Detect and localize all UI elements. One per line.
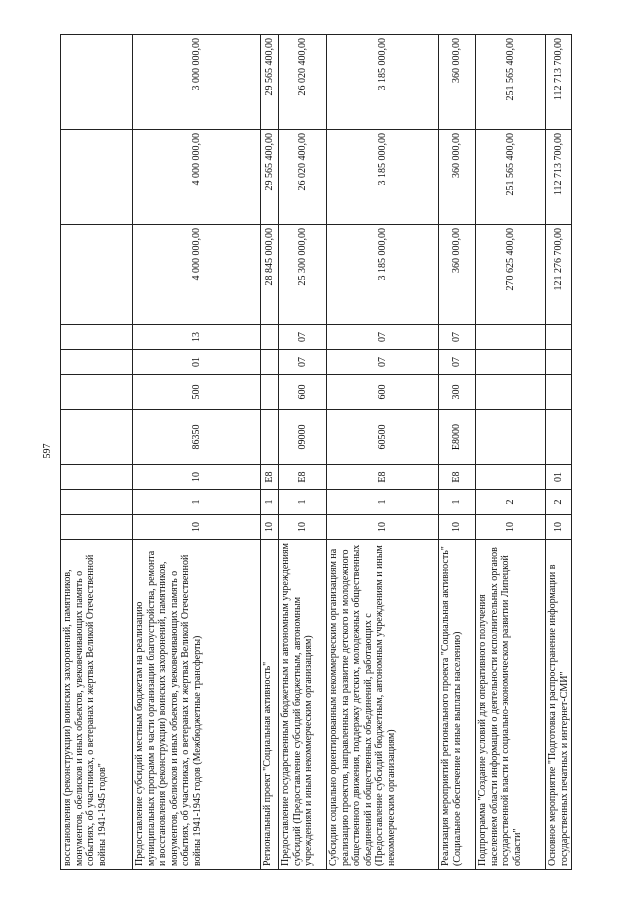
row-name: Реализация мероприятий регионального проекта "Социальная активность" (Социальное обеспечение и иные выплаты населению) <box>439 540 476 870</box>
cell-amount: 25 300 000,00 <box>279 225 327 325</box>
cell-code <box>261 325 279 350</box>
cell-code: 10 <box>476 515 546 540</box>
budget-table-rotated <box>60 35 570 870</box>
table-row <box>261 35 279 870</box>
cell-code: E8 <box>279 465 327 490</box>
cell-code: 07 <box>327 350 439 375</box>
cell-code: 2 <box>546 490 572 515</box>
cell-amount <box>61 35 133 130</box>
cell-code <box>476 325 546 350</box>
cell-code: 600 <box>279 375 327 410</box>
cell-amount: 4 000 000,00 <box>133 225 261 325</box>
row-name: Субсидии социально ориентированным некоммерческим организациям на реализацию проектов, направленных на развитие детского и молодежного общественного движения, поддержку детских, молодежных общественных объединений и общественных объединений, работающих с (Предоставление субсидий бюджетным, автономным учреждениям и иным некоммерческим организациям) <box>327 540 439 870</box>
cell-code: E8 <box>327 465 439 490</box>
cell-code: 07 <box>439 325 476 350</box>
cell-code <box>546 350 572 375</box>
cell-amount: 3 185 000,00 <box>327 35 439 130</box>
table-row <box>476 35 546 870</box>
cell-code: 10 <box>546 515 572 540</box>
table-row <box>279 35 327 870</box>
cell-code <box>261 350 279 375</box>
row-name: Подпрограмма "Создание условий для оперативного получения населением области информации о деятельности исполнительных органов государственной власти и социально-экономическом развитии Липецкой области" <box>476 540 546 870</box>
row-name: Предоставление государственным бюджетным и автономным учреждениям субсидий (Предоставление субсидий бюджетным, автономным учреждениям и иным некоммерческим организациям) <box>279 540 327 870</box>
cell-code: 1 <box>327 490 439 515</box>
cell-amount: 360 000,00 <box>439 130 476 225</box>
cell-amount: 360 000,00 <box>439 35 476 130</box>
cell-code: 600 <box>327 375 439 410</box>
cell-code <box>61 325 133 350</box>
cell-code: 1 <box>279 490 327 515</box>
table-row <box>439 35 476 870</box>
cell-code: 07 <box>279 325 327 350</box>
cell-code: 09000 <box>279 410 327 465</box>
cell-code: 10 <box>133 515 261 540</box>
cell-code: 1 <box>439 490 476 515</box>
cell-code: 1 <box>133 490 261 515</box>
cell-code <box>546 375 572 410</box>
cell-amount <box>61 130 133 225</box>
cell-code: 2 <box>476 490 546 515</box>
cell-amount: 251 565 400,00 <box>476 130 546 225</box>
cell-code: 13 <box>133 325 261 350</box>
cell-code: 10 <box>279 515 327 540</box>
cell-code: 01 <box>133 350 261 375</box>
page-number: 597 <box>42 443 53 459</box>
cell-code <box>61 465 133 490</box>
row-name: Основное мероприятие "Подготовка и распространение информации в государственных печатных и интернет-СМИ" <box>546 540 572 870</box>
cell-code: 07 <box>279 350 327 375</box>
cell-code <box>546 325 572 350</box>
cell-code: 10 <box>133 465 261 490</box>
cell-code <box>476 410 546 465</box>
cell-amount: 28 845 000,00 <box>261 225 279 325</box>
row-name: восстановления (реконструкции) воинских захоронений, памятников, монументов, обелисков и иных объектов, увековечивающих память о событиях, об участниках, о ветеранах и жертвах Великой Отечественной войны 1941-1945 годов" <box>61 540 133 870</box>
cell-code <box>61 350 133 375</box>
cell-amount: 112 713 700,00 <box>546 35 572 130</box>
cell-amount: 251 565 400,00 <box>476 35 546 130</box>
cell-amount: 3 185 000,00 <box>327 130 439 225</box>
cell-amount: 4 000 000,00 <box>133 130 261 225</box>
cell-code <box>261 375 279 410</box>
cell-amount: 3 000 000,00 <box>133 35 261 130</box>
cell-code <box>61 410 133 465</box>
row-name: Региональный проект "Социальная активность" <box>261 540 279 870</box>
cell-code: E8 <box>439 465 476 490</box>
table-row <box>327 35 439 870</box>
table-row <box>546 35 572 870</box>
table-row <box>61 35 133 870</box>
cell-amount: 360 000,00 <box>439 225 476 325</box>
cell-code <box>61 375 133 410</box>
cell-code <box>261 410 279 465</box>
cell-amount: 3 185 000,00 <box>327 225 439 325</box>
budget-table <box>60 34 572 870</box>
cell-amount: 26 020 400,00 <box>279 130 327 225</box>
cell-code: 07 <box>327 325 439 350</box>
cell-amount: 29 565 400,00 <box>261 35 279 130</box>
cell-code <box>61 490 133 515</box>
cell-code: E8 <box>261 465 279 490</box>
cell-code <box>476 350 546 375</box>
cell-code <box>476 465 546 490</box>
cell-code: 10 <box>261 515 279 540</box>
cell-code: 1 <box>261 490 279 515</box>
cell-code: E8000 <box>439 410 476 465</box>
cell-amount: 29 565 400,00 <box>261 130 279 225</box>
cell-code: 60500 <box>327 410 439 465</box>
cell-code <box>476 375 546 410</box>
cell-code: 500 <box>133 375 261 410</box>
cell-code <box>61 515 133 540</box>
cell-amount: 112 713 700,00 <box>546 130 572 225</box>
cell-amount: 270 625 400,00 <box>476 225 546 325</box>
cell-code: 01 <box>546 465 572 490</box>
row-name: Предоставление субсидий местным бюджетам на реализацию муниципальных программ в части организации благоустройства, ремонта и восстановления (реконструкции) воинских захоронений, памятников, монументов, обелисков и иных объектов, увековечивающих память о событиях, об участниках, о ветеранах и жертвах Великой Отечественной войны 1941-1945 годов (Межбюджетные трансферты) <box>133 540 261 870</box>
table-row <box>133 35 261 870</box>
cell-code: 10 <box>327 515 439 540</box>
cell-code <box>546 410 572 465</box>
cell-code: 07 <box>439 350 476 375</box>
cell-code: 10 <box>439 515 476 540</box>
cell-amount: 121 276 700,00 <box>546 225 572 325</box>
cell-amount <box>61 225 133 325</box>
cell-amount: 26 020 400,00 <box>279 35 327 130</box>
cell-code: 86350 <box>133 410 261 465</box>
cell-code: 300 <box>439 375 476 410</box>
